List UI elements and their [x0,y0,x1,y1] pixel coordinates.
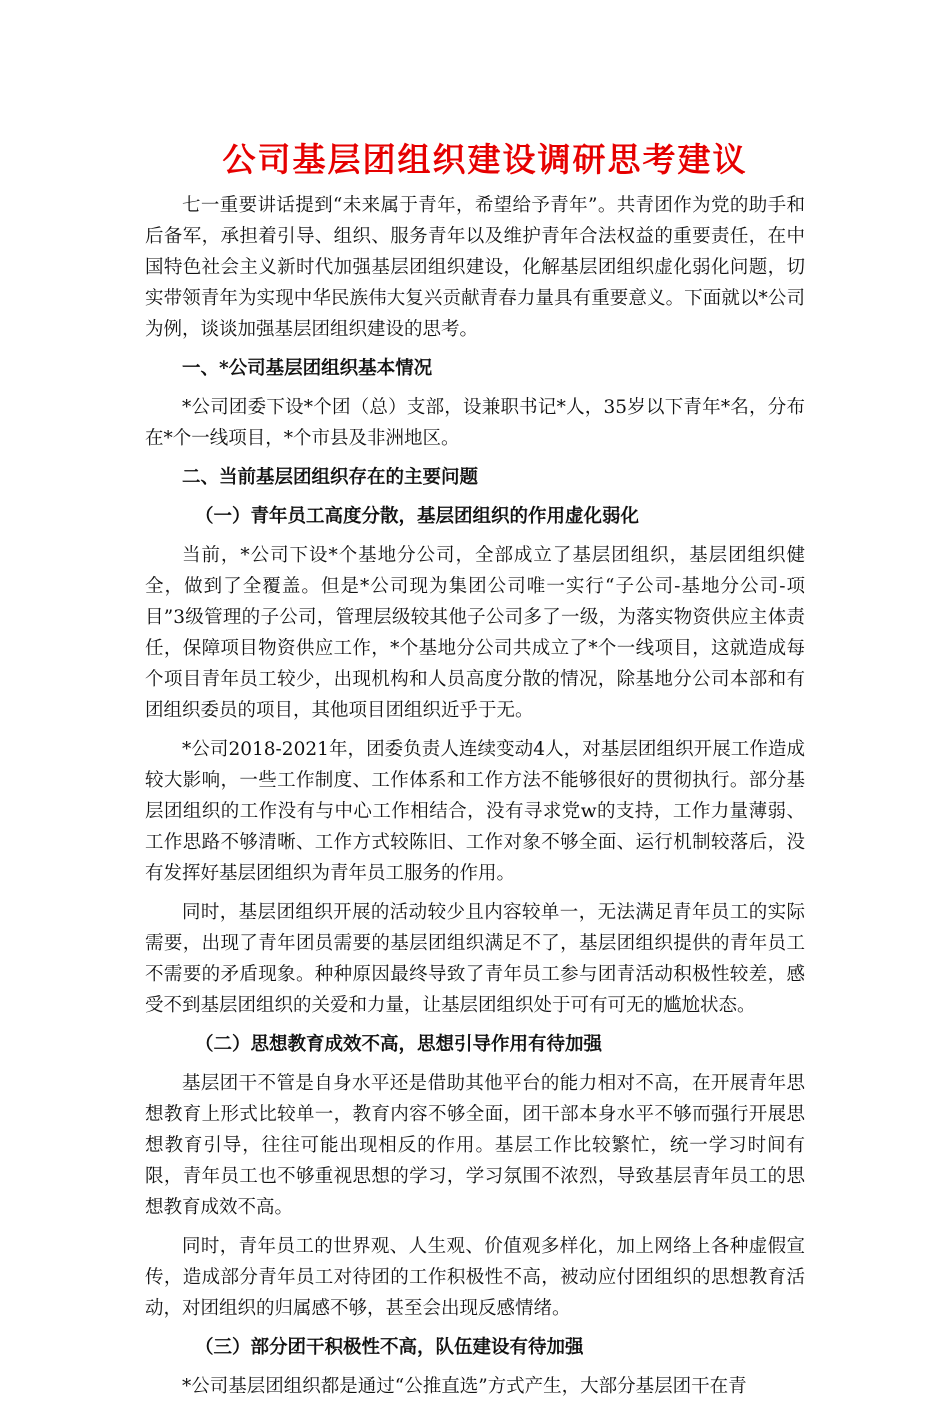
paragraph: *公司团委下设*个团（总）支部，设兼职书记*人，35岁以下青年*名，分布在*个一线项目，*个市县及非洲地区。 [145,397,805,449]
paragraph: 同时，青年员工的世界观、人生观、价值观多样化，加上网络上各种虚假宣传，造成部分青年员工对待团的工作积极性不高，被动应付团组织的思想教育活动，对团组织的归属感不够，甚至会出现反感情绪。 [145,1236,805,1319]
subsection-heading: （二）思想教育成效不高，思想引导作用有待加强 [194,1034,602,1055]
document-title: 公司基层团组织建设调研思考建议 [222,140,748,179]
paragraph: 七一重要讲话提到“未来属于青年，希望给予青年”。共青团作为党的助手和后备军，承担着引导、组织、服务青年以及维护青年合法权益的重要责任，在中国特色社会主义新时代加强基层团组织建设，化解基层团组织虚化弱化问题，切实带领青年为实现中华民族伟大复兴贡献青春力量具有重要意义。下面就以*公司为例，谈谈加强基层团组织建设的思考。 [145,195,805,340]
section-heading: 二、当前基层团组织存在的主要问题 [182,467,479,488]
section-heading: 一、*公司基层团组织基本情况 [182,358,433,379]
subsection-heading: （一）青年员工高度分散，基层团组织的作用虚化弱化 [194,506,639,527]
paragraph: 当前，*公司下设*个基地分公司，全部成立了基层团组织，基层团组织健全，做到了全覆盖。但是*公司现为集团公司唯一实行“子公司-基地分公司-项目”3级管理的子公司，管理层级较其他子公司多了一级，为落实物资供应主体责任，保障项目物资供应工作，*个基地分公司共成立了*个一线项目，这就造成每个项目青年员工较少，出现机构和人员高度分散的情况，除基地分公司本部和有团组织委员的项目，其他项目团组织近乎于无。 [145,545,805,721]
paragraph: *公司基层团组织都是通过“公推直选”方式产生，大部分基层团干在青 [182,1376,747,1397]
document-body [145,190,805,1410]
paragraph: 基层团干不管是自身水平还是借助其他平台的能力相对不高，在开展青年思想教育上形式比较单一，教育内容不够全面，团干部本身水平不够而强行开展思想教育引导，往往可能出现相反的作用。基层工作比较繁忙，统一学习时间有限，青年员工也不够重视思想的学习，学习氛围不浓烈，导致基层青年员工的思想教育成效不高。 [145,1073,805,1218]
paragraph: *公司2018-2021年，团委负责人连续变动4人，对基层团组织开展工作造成较大影响，一些工作制度、工作体系和工作方法不能够很好的贯彻执行。部分基层团组织的工作没有与中心工作相结合，没有寻求党w的支持，工作力量薄弱、工作思路不够清晰、工作方式较陈旧、工作对象不够全面、运行机制较落后，没有发挥好基层团组织为青年员工服务的作用。 [145,739,805,884]
paragraph: 同时，基层团组织开展的活动较少且内容较单一，无法满足青年员工的实际需要，出现了青年团员需要的基层团组织满足不了，基层团组织提供的青年员工不需要的矛盾现象。种种原因最终导致了青年员工参与团青活动积极性较差，感受不到基层团组织的关爱和力量，让基层团组织处于可有可无的尴尬状态。 [145,902,805,1016]
subsection-heading: （三）部分团干积极性不高，队伍建设有待加强 [194,1337,584,1358]
